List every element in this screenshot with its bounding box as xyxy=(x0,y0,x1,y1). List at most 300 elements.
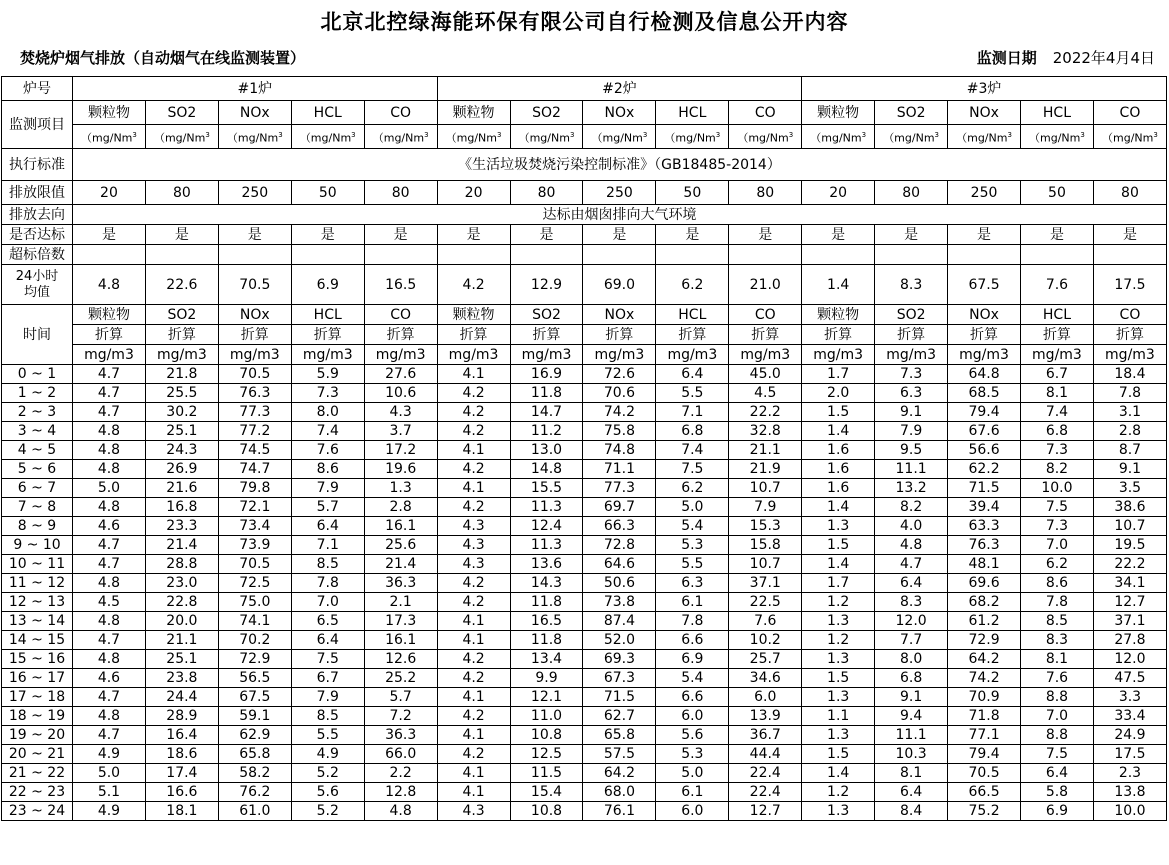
hourly-value: 4.7 xyxy=(73,365,146,384)
hour-range: 15 ~ 16 xyxy=(2,650,73,669)
superscript: 3 xyxy=(278,130,283,139)
hourly-value: 17.3 xyxy=(364,612,437,631)
superscript: 3 xyxy=(1153,130,1158,139)
hourly-value: 79.4 xyxy=(948,403,1021,422)
hourly-value: 25.1 xyxy=(145,650,218,669)
compliant-value: 是 xyxy=(218,225,291,245)
pollutant-header: 颗粒物 xyxy=(802,101,875,125)
hourly-value: 5.4 xyxy=(656,517,729,536)
hourly-value: 4.5 xyxy=(729,384,802,403)
hour-range: 1 ~ 2 xyxy=(2,384,73,403)
hourly-value: 6.6 xyxy=(656,688,729,707)
hourly-value: 4.7 xyxy=(73,536,146,555)
hourly-value: 23.8 xyxy=(145,669,218,688)
hourly-pollutant-header: CO xyxy=(364,305,437,325)
hourly-value: 5.6 xyxy=(291,783,364,802)
hourly-conv-header: 折算 xyxy=(510,325,583,345)
superscript: 3 xyxy=(1007,130,1012,139)
pollutant-header: NOx xyxy=(948,101,1021,125)
hourly-value: 13.2 xyxy=(875,479,948,498)
hourly-value: 6.5 xyxy=(291,612,364,631)
hourly-value: 74.2 xyxy=(583,403,656,422)
average-value: 1.4 xyxy=(802,265,875,305)
hourly-value: 5.7 xyxy=(364,688,437,707)
hourly-pollutant-header: HCL xyxy=(1020,305,1093,325)
exceed-value xyxy=(583,245,656,265)
hour-range: 5 ~ 6 xyxy=(2,460,73,479)
compliant-value: 是 xyxy=(583,225,656,245)
unit-cell: （mg/Nm$^3$ xyxy=(218,125,291,149)
compliant-value: 是 xyxy=(291,225,364,245)
hourly-value: 47.5 xyxy=(1093,669,1166,688)
hourly-value: 5.0 xyxy=(73,479,146,498)
unit-cell: （mg/Nm$^3$ xyxy=(729,125,802,149)
hourly-pollutant-header: NOx xyxy=(218,305,291,325)
pollutant-header: NOx xyxy=(583,101,656,125)
superscript: 3 xyxy=(132,130,137,139)
hourly-value: 12.7 xyxy=(1093,593,1166,612)
hourly-row xyxy=(2,783,1167,802)
hourly-value: 14.8 xyxy=(510,460,583,479)
hourly-value: 28.8 xyxy=(145,555,218,574)
hourly-value: 4.2 xyxy=(437,498,510,517)
hourly-value: 17.5 xyxy=(1093,745,1166,764)
hourly-value: 6.0 xyxy=(656,707,729,726)
hour-range: 14 ~ 15 xyxy=(2,631,73,650)
hourly-value: 8.1 xyxy=(875,764,948,783)
hourly-value: 4.6 xyxy=(73,669,146,688)
hourly-value: 62.2 xyxy=(948,460,1021,479)
hourly-value: 6.1 xyxy=(656,593,729,612)
hourly-value: 4.0 xyxy=(875,517,948,536)
hourly-value: 57.5 xyxy=(583,745,656,764)
hourly-value: 72.9 xyxy=(948,631,1021,650)
hourly-value: 48.1 xyxy=(948,555,1021,574)
hourly-value: 10.8 xyxy=(510,726,583,745)
hourly-value: 21.8 xyxy=(145,365,218,384)
hourly-value: 64.8 xyxy=(948,365,1021,384)
hourly-value: 4.2 xyxy=(437,403,510,422)
hourly-value: 8.2 xyxy=(875,498,948,517)
compliant-value: 是 xyxy=(729,225,802,245)
exceed-value xyxy=(364,245,437,265)
hourly-value: 15.3 xyxy=(729,517,802,536)
hourly-value: 6.2 xyxy=(1020,555,1093,574)
hourly-conv-header: 折算 xyxy=(583,325,656,345)
hourly-value: 15.8 xyxy=(729,536,802,555)
hourly-value: 4.2 xyxy=(437,574,510,593)
hour-range: 20 ~ 21 xyxy=(2,745,73,764)
hourly-value: 5.0 xyxy=(656,498,729,517)
hourly-value: 11.8 xyxy=(510,384,583,403)
hourly-value: 12.1 xyxy=(510,688,583,707)
hourly-value: 8.5 xyxy=(1020,612,1093,631)
superscript: 3 xyxy=(569,130,575,139)
hourly-value: 5.0 xyxy=(73,764,146,783)
hourly-value: 6.9 xyxy=(656,650,729,669)
hourly-value: 8.3 xyxy=(875,593,948,612)
hourly-value: 12.7 xyxy=(729,802,802,821)
hourly-value: 4.3 xyxy=(364,403,437,422)
hourly-conv-header: 折算 xyxy=(729,325,802,345)
hourly-value: 1.3 xyxy=(802,688,875,707)
hourly-value: 87.4 xyxy=(583,612,656,631)
hourly-value: 10.0 xyxy=(1093,802,1166,821)
hourly-value: 4.8 xyxy=(73,441,146,460)
hourly-value: 70.2 xyxy=(218,631,291,650)
hourly-value: 71.5 xyxy=(583,688,656,707)
hourly-value: 71.8 xyxy=(948,707,1021,726)
hourly-value: 8.5 xyxy=(291,707,364,726)
hourly-conv-header: 折算 xyxy=(656,325,729,345)
standard-text: 《生活垃圾焚烧污染控制标准》（GB18485-2014） xyxy=(73,149,1167,181)
hourly-value: 65.8 xyxy=(583,726,656,745)
pollutant-header: CO xyxy=(364,101,437,125)
hourly-value: 77.2 xyxy=(218,422,291,441)
hourly-value: 1.3 xyxy=(802,612,875,631)
hourly-value: 25.5 xyxy=(145,384,218,403)
hourly-value: 6.4 xyxy=(875,574,948,593)
hourly-value: 6.4 xyxy=(291,517,364,536)
hourly-conv-header: 折算 xyxy=(437,325,510,345)
hourly-value: 73.4 xyxy=(218,517,291,536)
hourly-value: 4.8 xyxy=(364,802,437,821)
hourly-value: 4.7 xyxy=(73,726,146,745)
hourly-value: 7.3 xyxy=(291,384,364,403)
hourly-value: 8.8 xyxy=(1020,726,1093,745)
limit-value: 80 xyxy=(1093,181,1166,205)
hour-range: 9 ~ 10 xyxy=(2,536,73,555)
limit-value: 80 xyxy=(875,181,948,205)
hourly-value: 4.1 xyxy=(437,726,510,745)
hourly-value: 3.7 xyxy=(364,422,437,441)
hourly-value: 16.6 xyxy=(145,783,218,802)
hour-range: 10 ~ 11 xyxy=(2,555,73,574)
hour-range: 3 ~ 4 xyxy=(2,422,73,441)
hourly-value: 4.1 xyxy=(437,783,510,802)
hourly-value: 21.4 xyxy=(145,536,218,555)
hourly-value: 6.0 xyxy=(729,688,802,707)
hourly-unit-header: mg/m3 xyxy=(1020,345,1093,365)
hour-range: 6 ~ 7 xyxy=(2,479,73,498)
row-label-items: 监测项目 xyxy=(2,101,73,149)
hourly-value: 4.1 xyxy=(437,612,510,631)
hourly-value: 7.5 xyxy=(1020,498,1093,517)
hourly-value: 4.8 xyxy=(73,574,146,593)
hourly-value: 1.7 xyxy=(802,574,875,593)
section-subtitle: 焚烧炉烟气排放（自动烟气在线监测装置） xyxy=(20,49,306,67)
hour-range: 0 ~ 1 xyxy=(2,365,73,384)
hourly-value: 21.6 xyxy=(145,479,218,498)
hourly-unit-header: mg/m3 xyxy=(948,345,1021,365)
hourly-value: 68.0 xyxy=(583,783,656,802)
hourly-value: 2.2 xyxy=(364,764,437,783)
hourly-value: 67.3 xyxy=(583,669,656,688)
hourly-value: 10.0 xyxy=(1020,479,1093,498)
limit-value: 50 xyxy=(1020,181,1093,205)
hourly-value: 16.9 xyxy=(510,365,583,384)
limit-value: 80 xyxy=(364,181,437,205)
average-row xyxy=(2,265,1167,305)
furnace-3-header: #3炉 xyxy=(802,77,1167,101)
hourly-unit-header: mg/m3 xyxy=(218,345,291,365)
hourly-value: 12.0 xyxy=(1093,650,1166,669)
average-value: 6.2 xyxy=(656,265,729,305)
hourly-value: 39.4 xyxy=(948,498,1021,517)
hourly-conv-header: 折算 xyxy=(948,325,1021,345)
compliant-value: 是 xyxy=(948,225,1021,245)
hourly-value: 59.1 xyxy=(218,707,291,726)
hourly-value: 22.8 xyxy=(145,593,218,612)
hourly-row xyxy=(2,745,1167,764)
hourly-value: 1.7 xyxy=(802,365,875,384)
hourly-value: 7.7 xyxy=(875,631,948,650)
hourly-value: 4.7 xyxy=(73,631,146,650)
row-label-furnace: 炉号 xyxy=(2,77,73,101)
exceed-value xyxy=(1020,245,1093,265)
date-label: 监测日期 xyxy=(976,49,1037,67)
hourly-value: 56.6 xyxy=(948,441,1021,460)
average-value: 4.8 xyxy=(73,265,146,305)
hourly-value: 76.2 xyxy=(218,783,291,802)
hourly-value: 12.4 xyxy=(510,517,583,536)
hourly-value: 30.2 xyxy=(145,403,218,422)
hourly-value: 6.4 xyxy=(291,631,364,650)
hourly-value: 72.6 xyxy=(583,365,656,384)
hourly-value: 4.8 xyxy=(875,536,948,555)
hourly-value: 9.5 xyxy=(875,441,948,460)
hourly-value: 6.4 xyxy=(875,783,948,802)
hourly-value: 7.8 xyxy=(656,612,729,631)
hourly-value: 24.3 xyxy=(145,441,218,460)
hourly-value: 4.2 xyxy=(437,460,510,479)
hourly-value: 4.7 xyxy=(73,688,146,707)
hourly-value: 66.5 xyxy=(948,783,1021,802)
hourly-value: 75.8 xyxy=(583,422,656,441)
hourly-value: 34.1 xyxy=(1093,574,1166,593)
hourly-value: 77.1 xyxy=(948,726,1021,745)
unit-cell: （mg/Nm$^3$ xyxy=(364,125,437,149)
hourly-value: 50.6 xyxy=(583,574,656,593)
hourly-value: 7.2 xyxy=(364,707,437,726)
hourly-value: 4.7 xyxy=(73,555,146,574)
average-value: 70.5 xyxy=(218,265,291,305)
hourly-value: 70.5 xyxy=(218,365,291,384)
hourly-value: 4.1 xyxy=(437,479,510,498)
superscript: 3 xyxy=(424,130,429,139)
pollutant-header: CO xyxy=(1093,101,1166,125)
hourly-value: 61.2 xyxy=(948,612,1021,631)
hourly-row xyxy=(2,422,1167,441)
hourly-value: 7.3 xyxy=(1020,441,1093,460)
hourly-value: 63.3 xyxy=(948,517,1021,536)
hourly-value: 74.8 xyxy=(583,441,656,460)
hourly-value: 6.8 xyxy=(656,422,729,441)
hourly-value: 79.8 xyxy=(218,479,291,498)
hourly-value: 13.8 xyxy=(1093,783,1166,802)
average-value: 17.5 xyxy=(1093,265,1166,305)
limit-value: 20 xyxy=(802,181,875,205)
hourly-value: 2.8 xyxy=(1093,422,1166,441)
emission-table xyxy=(1,76,1167,821)
hourly-row xyxy=(2,365,1167,384)
hourly-value: 1.6 xyxy=(802,441,875,460)
hourly-value: 4.1 xyxy=(437,441,510,460)
hourly-value: 25.7 xyxy=(729,650,802,669)
superscript: 3 xyxy=(642,130,648,139)
limit-value: 80 xyxy=(145,181,218,205)
hourly-value: 70.5 xyxy=(948,764,1021,783)
exceed-value xyxy=(948,245,1021,265)
limit-value: 20 xyxy=(73,181,146,205)
hourly-value: 4.7 xyxy=(875,555,948,574)
hourly-value: 8.6 xyxy=(291,460,364,479)
hourly-value: 33.4 xyxy=(1093,707,1166,726)
hourly-pollutant-header: SO2 xyxy=(510,305,583,325)
hourly-value: 1.2 xyxy=(802,783,875,802)
hourly-conv-header: 折算 xyxy=(291,325,364,345)
limit-value: 250 xyxy=(583,181,656,205)
unit-cell: （mg/Nm$^3$ xyxy=(1020,125,1093,149)
hourly-value: 4.3 xyxy=(437,555,510,574)
hourly-value: 74.2 xyxy=(948,669,1021,688)
hourly-row xyxy=(2,574,1167,593)
hourly-value: 37.1 xyxy=(729,574,802,593)
hourly-value: 6.8 xyxy=(1020,422,1093,441)
hourly-value: 4.1 xyxy=(437,688,510,707)
hourly-value: 70.5 xyxy=(218,555,291,574)
hourly-row xyxy=(2,669,1167,688)
hourly-value: 18.1 xyxy=(145,802,218,821)
pollutant-header: 颗粒物 xyxy=(73,101,146,125)
hourly-value: 4.2 xyxy=(437,745,510,764)
pollutant-header: 颗粒物 xyxy=(437,101,510,125)
average-value: 16.5 xyxy=(364,265,437,305)
hourly-row xyxy=(2,764,1167,783)
hourly-value: 4.1 xyxy=(437,631,510,650)
hourly-value: 27.8 xyxy=(1093,631,1166,650)
hourly-value: 76.1 xyxy=(583,802,656,821)
hourly-row xyxy=(2,726,1167,745)
hourly-value: 7.5 xyxy=(291,650,364,669)
hourly-value: 1.5 xyxy=(802,745,875,764)
hourly-value: 20.0 xyxy=(145,612,218,631)
hourly-value: 76.3 xyxy=(948,536,1021,555)
hourly-value: 36.7 xyxy=(729,726,802,745)
hourly-value: 7.8 xyxy=(291,574,364,593)
unit-cell: （mg/Nm$^3$ xyxy=(73,125,146,149)
hourly-value: 10.7 xyxy=(1093,517,1166,536)
hourly-value: 5.3 xyxy=(656,745,729,764)
date-value: 2022年4月4日 xyxy=(1052,49,1155,67)
hour-range: 23 ~ 24 xyxy=(2,802,73,821)
hourly-value: 8.7 xyxy=(1093,441,1166,460)
hourly-value: 6.0 xyxy=(656,802,729,821)
hourly-value: 6.6 xyxy=(656,631,729,650)
hourly-value: 1.6 xyxy=(802,479,875,498)
hourly-value: 6.2 xyxy=(656,479,729,498)
average-value: 69.0 xyxy=(583,265,656,305)
hourly-row xyxy=(2,498,1167,517)
hourly-value: 6.1 xyxy=(656,783,729,802)
monitoring-date xyxy=(977,47,1155,68)
hourly-value: 77.3 xyxy=(583,479,656,498)
hourly-value: 68.2 xyxy=(948,593,1021,612)
hourly-value: 9.1 xyxy=(875,688,948,707)
hourly-pollutant-header: NOx xyxy=(583,305,656,325)
exceed-value xyxy=(437,245,510,265)
row-label-time: 时间 xyxy=(2,305,73,365)
hourly-row xyxy=(2,631,1167,650)
hourly-row xyxy=(2,650,1167,669)
hourly-value: 28.9 xyxy=(145,707,218,726)
limit-value: 250 xyxy=(948,181,1021,205)
hourly-value: 22.2 xyxy=(1093,555,1166,574)
unit-cell: （mg/Nm$^3$ xyxy=(875,125,948,149)
hourly-value: 2.8 xyxy=(364,498,437,517)
row-label-destination: 排放去向 xyxy=(2,205,73,225)
hourly-unit-header: mg/m3 xyxy=(510,345,583,365)
hourly-value: 6.3 xyxy=(656,574,729,593)
hourly-value: 12.6 xyxy=(364,650,437,669)
hourly-value: 8.2 xyxy=(1020,460,1093,479)
hourly-unit-header: mg/m3 xyxy=(145,345,218,365)
hourly-value: 1.6 xyxy=(802,460,875,479)
hourly-value: 8.4 xyxy=(875,802,948,821)
hourly-value: 72.8 xyxy=(583,536,656,555)
unit-cell: （mg/Nm$^3$ xyxy=(802,125,875,149)
compliant-value: 是 xyxy=(510,225,583,245)
hourly-value: 4.5 xyxy=(73,593,146,612)
hourly-value: 16.1 xyxy=(364,631,437,650)
hourly-value: 4.1 xyxy=(437,764,510,783)
unit-cell: （mg/Nm$^3$ xyxy=(948,125,1021,149)
hourly-value: 12.0 xyxy=(875,612,948,631)
hourly-value: 16.8 xyxy=(145,498,218,517)
hourly-unit-header: mg/m3 xyxy=(802,345,875,365)
hourly-value: 67.5 xyxy=(218,688,291,707)
pollutant-header: SO2 xyxy=(510,101,583,125)
exceed-row xyxy=(2,245,1167,265)
hourly-value: 21.1 xyxy=(145,631,218,650)
superscript: 3 xyxy=(205,130,210,139)
hourly-pollutant-header: CO xyxy=(729,305,802,325)
avg-label-line2: 均值 xyxy=(23,284,50,300)
hourly-value: 11.1 xyxy=(875,460,948,479)
unit-cell: （mg/Nm$^3$ xyxy=(510,125,583,149)
hourly-value: 6.4 xyxy=(1020,764,1093,783)
hourly-conv-header: 折算 xyxy=(145,325,218,345)
compliant-value: 是 xyxy=(1093,225,1166,245)
hourly-value: 13.4 xyxy=(510,650,583,669)
destination-text: 达标由烟囱排向大气环境 xyxy=(73,205,1167,225)
average-value: 22.6 xyxy=(145,265,218,305)
pollutant-header: SO2 xyxy=(875,101,948,125)
hourly-value: 8.6 xyxy=(1020,574,1093,593)
hourly-row xyxy=(2,517,1167,536)
limits-row xyxy=(2,181,1167,205)
hourly-value: 7.3 xyxy=(1020,517,1093,536)
hourly-value: 65.8 xyxy=(218,745,291,764)
hourly-value: 69.6 xyxy=(948,574,1021,593)
hourly-value: 4.9 xyxy=(73,745,146,764)
hourly-value: 74.1 xyxy=(218,612,291,631)
hourly-value: 4.2 xyxy=(437,650,510,669)
standard-row xyxy=(2,149,1167,181)
compliant-value: 是 xyxy=(437,225,510,245)
hourly-value: 25.1 xyxy=(145,422,218,441)
hourly-value: 8.1 xyxy=(1020,650,1093,669)
